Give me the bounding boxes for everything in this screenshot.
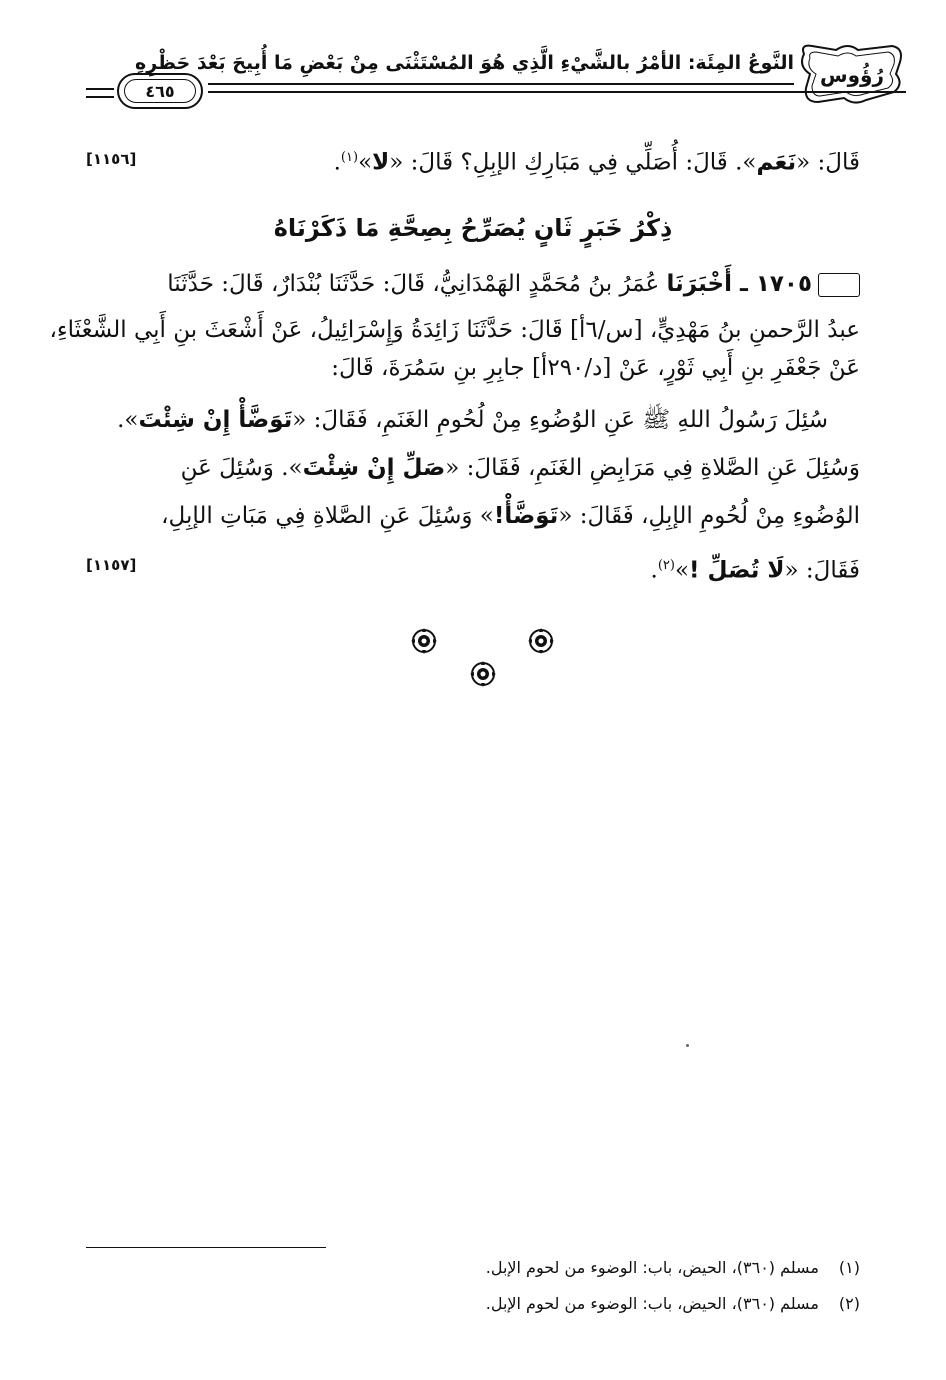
- chapter-emblem-icon: [796, 40, 906, 106]
- footnote: [486, 1294, 860, 1313]
- page-number-ornament: [86, 96, 114, 98]
- footnote-divider: [86, 1247, 326, 1248]
- footnote-marker: (٢): [657, 558, 675, 573]
- flower-ornament-icon: [528, 628, 554, 654]
- text-line: الوُضُوءِ مِنْ لُحُومِ الإبِلِ، فَقَالَ: «تَوَضَّأْ!» وَسُئِلَ عَنِ الصَّلاةِ فِي مَبَاتِ الإبِلِ،: [161, 503, 860, 529]
- page-number-ornament: [86, 88, 114, 90]
- page-number: ٤٦٥: [145, 81, 175, 101]
- text-line: فَقَالَ: «لَا تُصَلِّ !»$^{(٢)}$.: [650, 557, 860, 584]
- footnote-text: مسلم (٣٦٠)، الحيض، باب: الوضوء من لحوم الإبل.: [485, 1258, 819, 1277]
- text-line: عبدُ الرَّحمنِ بنُ مَهْدِيٍّ، [س/٦أ] قَالَ: حَدَّثَنَا زَائِدَةُ وَإِسْرَائِيلُ، عَنْ أَشْعَثَ بنِ أَبِي الشَّعْثَاءِ،: [49, 317, 860, 343]
- header-rule: [208, 91, 906, 93]
- svg-text:رُؤُوس: رُؤُوس: [820, 63, 884, 87]
- reference-number: [١١٥٧]: [86, 556, 137, 574]
- print-speck: [686, 1044, 689, 1047]
- text-line: ١٧٠٥ ـ أَخْبَرَنَا عُمَرُ بنُ مُحَمَّدٍ الهَمْدَانِيُّ، قَالَ: حَدَّثَنَا بُنْدَارٌ، قَالَ: حَدَّثَنَا: [86, 264, 860, 304]
- footnote-marker: (١): [340, 150, 359, 165]
- footnote-text: مسلم (٣٦٠)، الحيض، باب: الوضوء من لحوم الإبل.: [485, 1294, 819, 1313]
- text-line: قَالَ: «نَعَم». قَالَ: أُصَلِّي فِي مَبَارِكِ الإبِلِ؟ قَالَ: «لا»$^{(١)}$.: [333, 149, 860, 176]
- header-rule: [208, 83, 794, 85]
- running-title: النَّوعُ المِئَة: الأمْرُ بالشَّيْءِ الَّذِي هُوَ المُسْتَثْنَى مِنْ بَعْضِ مَا أُبِيحَ بَعْدَ حَظْرِهِ: [134, 52, 794, 74]
- footnote-index: (١): [838, 1258, 860, 1277]
- flower-ornament-icon: [470, 661, 496, 687]
- footnote-index: (٢): [838, 1294, 860, 1313]
- reference-number: [١١٥٦]: [86, 150, 137, 168]
- hadith-marker-icon: [818, 273, 860, 297]
- hadith-number: ١٧٠٥ ـ أَخْبَرَنَا: [666, 271, 812, 297]
- footnote: [486, 1258, 860, 1277]
- text-line: وَسُئِلَ عَنِ الصَّلاةِ فِي مَرَابِضِ الغَنَمِ، فَقَالَ: «صَلِّ إِنْ شِئْتَ». وَسُئِلَ عَنِ: [180, 455, 860, 481]
- text-line: سُئِلَ رَسُولُ اللهِ ﷺ عَنِ الوُضُوءِ مِنْ لُحُومِ الغَنَمِ، فَقَالَ: «تَوَضَّأْ إِنْ شِئْتَ».: [117, 407, 828, 433]
- section-heading: ذِكْرُ خَبَرٍ ثَانٍ يُصَرِّحُ بِصِحَّةِ مَا ذَكَرْنَاهُ: [273, 214, 673, 242]
- page-number-frame: [117, 73, 203, 109]
- flower-ornament-icon: [411, 628, 437, 654]
- text-line: عَنْ جَعْفَرِ بنِ أَبِي ثَوْرٍ، عَنْ [د/٢٩٠أ] جابِرِ بنِ سَمُرَةَ، قَالَ:: [331, 355, 860, 381]
